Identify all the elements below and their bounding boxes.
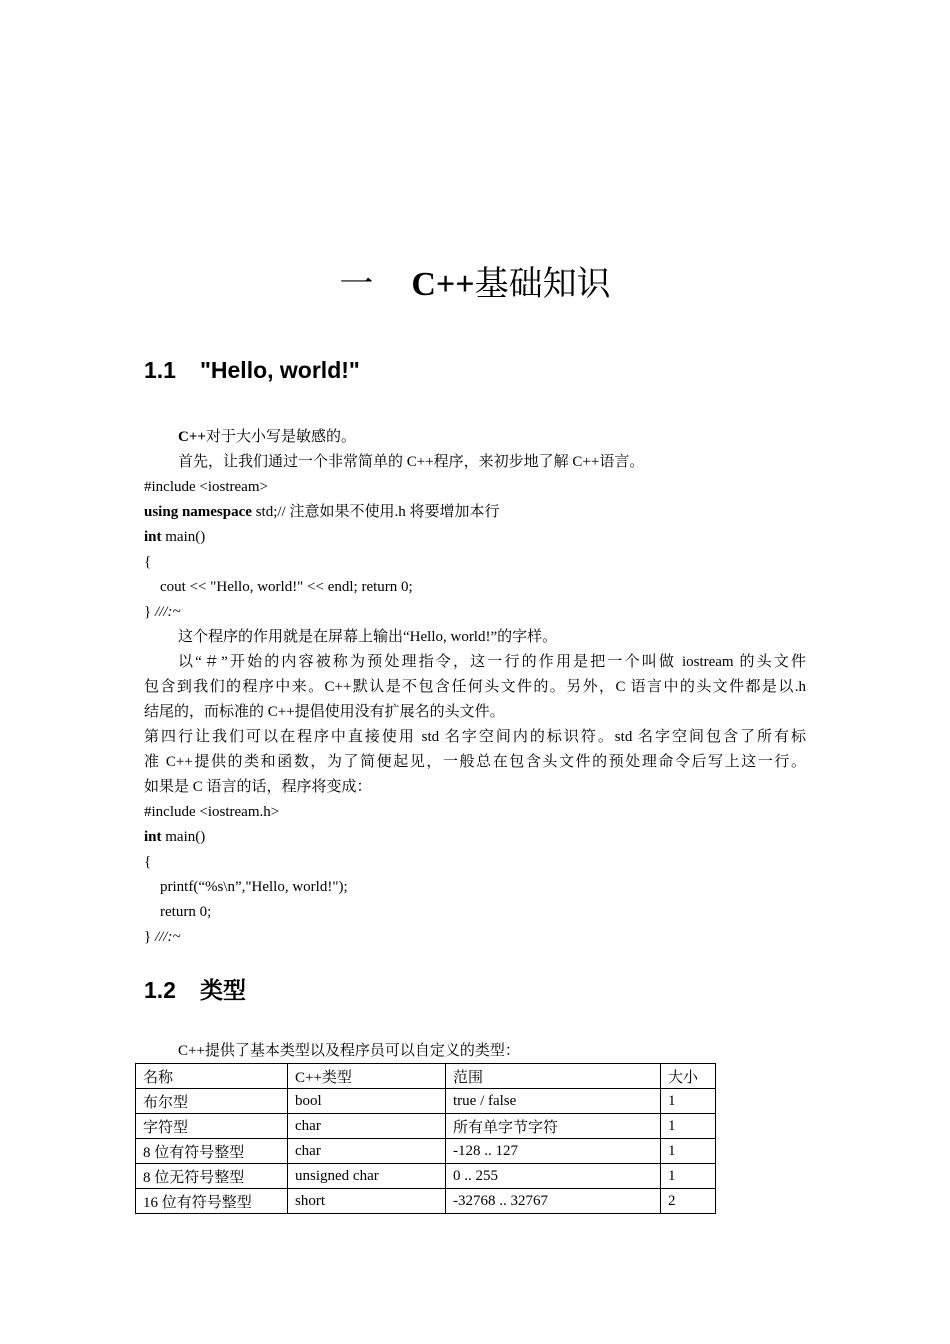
table-cell: 所有单字节字符 <box>446 1114 661 1139</box>
table-cell: -128 .. 127 <box>446 1139 661 1164</box>
types-intro: C++提供了基本类型以及程序员可以自定义的类型： <box>178 1043 520 1059</box>
chapter-title-text: 基础知识 <box>474 266 611 303</box>
code1-using-rest: std;// 注意如果不使用.h 将要增加本行 <box>251 504 500 520</box>
table-cell: 布尔型 <box>136 1089 288 1114</box>
code2-int-keyword: int <box>144 829 162 845</box>
table-cell: 1 <box>661 1114 716 1139</box>
code1-close-brace: } <box>144 604 155 620</box>
table-row <box>136 1089 716 1114</box>
table-cell: char <box>288 1139 446 1164</box>
explain-output: 这个程序的作用就是在屏幕上输出“Hello, world!”的字样。 <box>178 629 558 645</box>
table-cell: 1 <box>661 1089 716 1114</box>
table-cell: -32768 .. 32767 <box>446 1189 661 1214</box>
code1-close <box>144 602 814 622</box>
table-header-cell: 范围 <box>446 1064 661 1089</box>
code2-return: return 0; <box>160 904 212 920</box>
explain-namespace-line-3: 如果是 C 语言的话，程序将变成： <box>144 779 372 795</box>
table-cell: unsigned char <box>288 1164 446 1189</box>
table-cell: 字符型 <box>136 1114 288 1139</box>
code2-printf: printf(“%s\n”,"Hello, world!"); <box>160 879 348 895</box>
code1-end-marker: ///:~ <box>154 604 181 620</box>
table-cell: 8 位无符号整型 <box>136 1164 288 1189</box>
chapter-title <box>0 256 950 305</box>
table-cell: 0 .. 255 <box>446 1164 661 1189</box>
table-cell: bool <box>288 1089 446 1114</box>
code1-include: #include <iostream> <box>144 479 268 495</box>
section-1-number: 1.1 <box>144 357 176 383</box>
code1-main-rest: main() <box>161 529 206 545</box>
table-cell: 8 位有符号整型 <box>136 1139 288 1164</box>
table-cell: 2 <box>661 1189 716 1214</box>
explain-preprocessor-line-2: 包含到我们的程序中来。C++默认是不包含任何头文件的。另外，C 语言中的头文件都是以.h <box>144 679 806 695</box>
section-1-title: "Hello, world!" <box>200 357 360 383</box>
table-row <box>136 1164 716 1189</box>
code2-end-marker: ///:~ <box>154 929 181 945</box>
section-2-title: 类型 <box>200 977 246 1003</box>
code2-open-brace: { <box>144 854 152 870</box>
chapter-number: 一 <box>339 266 374 303</box>
section-2-number: 1.2 <box>144 977 176 1003</box>
case-sensitive-bold: C++ <box>178 429 206 445</box>
table-cell: short <box>288 1189 446 1214</box>
table-row <box>136 1139 716 1164</box>
code2-main <box>144 827 814 847</box>
code2-close-brace: } <box>144 929 155 945</box>
section-2-heading <box>144 972 246 1005</box>
code2-main-rest: main() <box>161 829 206 845</box>
table-cell: char <box>288 1114 446 1139</box>
table-header-cell: 大小 <box>661 1064 716 1089</box>
table-cell: true / false <box>446 1089 661 1114</box>
section-1-heading <box>144 357 360 384</box>
code1-open-brace: { <box>144 554 152 570</box>
code1-using <box>144 502 814 522</box>
code1-cout: cout << "Hello, world!" << endl; return 0; <box>160 579 413 595</box>
types-table <box>135 1063 716 1214</box>
explain-namespace-line-2: 准 C++提供的类和函数，为了简便起见，一般总在包含头文件的预处理命令后写上这一行。 <box>144 754 806 770</box>
table-header-cell: 名称 <box>136 1064 288 1089</box>
case-sensitive-note <box>178 427 848 447</box>
table-cell: 1 <box>661 1139 716 1164</box>
table-row <box>136 1114 716 1139</box>
intro-paragraph: 首先，让我们通过一个非常简单的 C++程序，来初步地了解 C++语言。 <box>178 454 645 470</box>
code1-main <box>144 527 814 547</box>
code2-include: #include <iostream.h> <box>144 804 280 820</box>
explain-namespace-line-1: 第四行让我们可以在程序中直接使用 std 名字空间内的标识符。std 名字空间包含了所有标 <box>144 729 806 745</box>
table-cell: 16 位有符号整型 <box>136 1189 288 1214</box>
case-sensitive-text: 对于大小写是敏感的。 <box>205 429 356 445</box>
table-header-row <box>136 1064 716 1089</box>
table-header-cell: C++类型 <box>288 1064 446 1089</box>
explain-preprocessor-line-1: 以“＃”开始的内容被称为预处理指令，这一行的作用是把一个叫做 iostream 的头文件 <box>178 654 806 670</box>
chapter-title-cpp: C++ <box>411 266 475 303</box>
code2-close <box>144 927 814 947</box>
table-cell: 1 <box>661 1164 716 1189</box>
code1-int-keyword: int <box>144 529 162 545</box>
table-row <box>136 1189 716 1214</box>
explain-preprocessor-line-3: 结尾的，而标准的 C++提倡使用没有扩展名的头文件。 <box>144 704 505 720</box>
code1-using-keyword: using namespace <box>144 504 252 520</box>
